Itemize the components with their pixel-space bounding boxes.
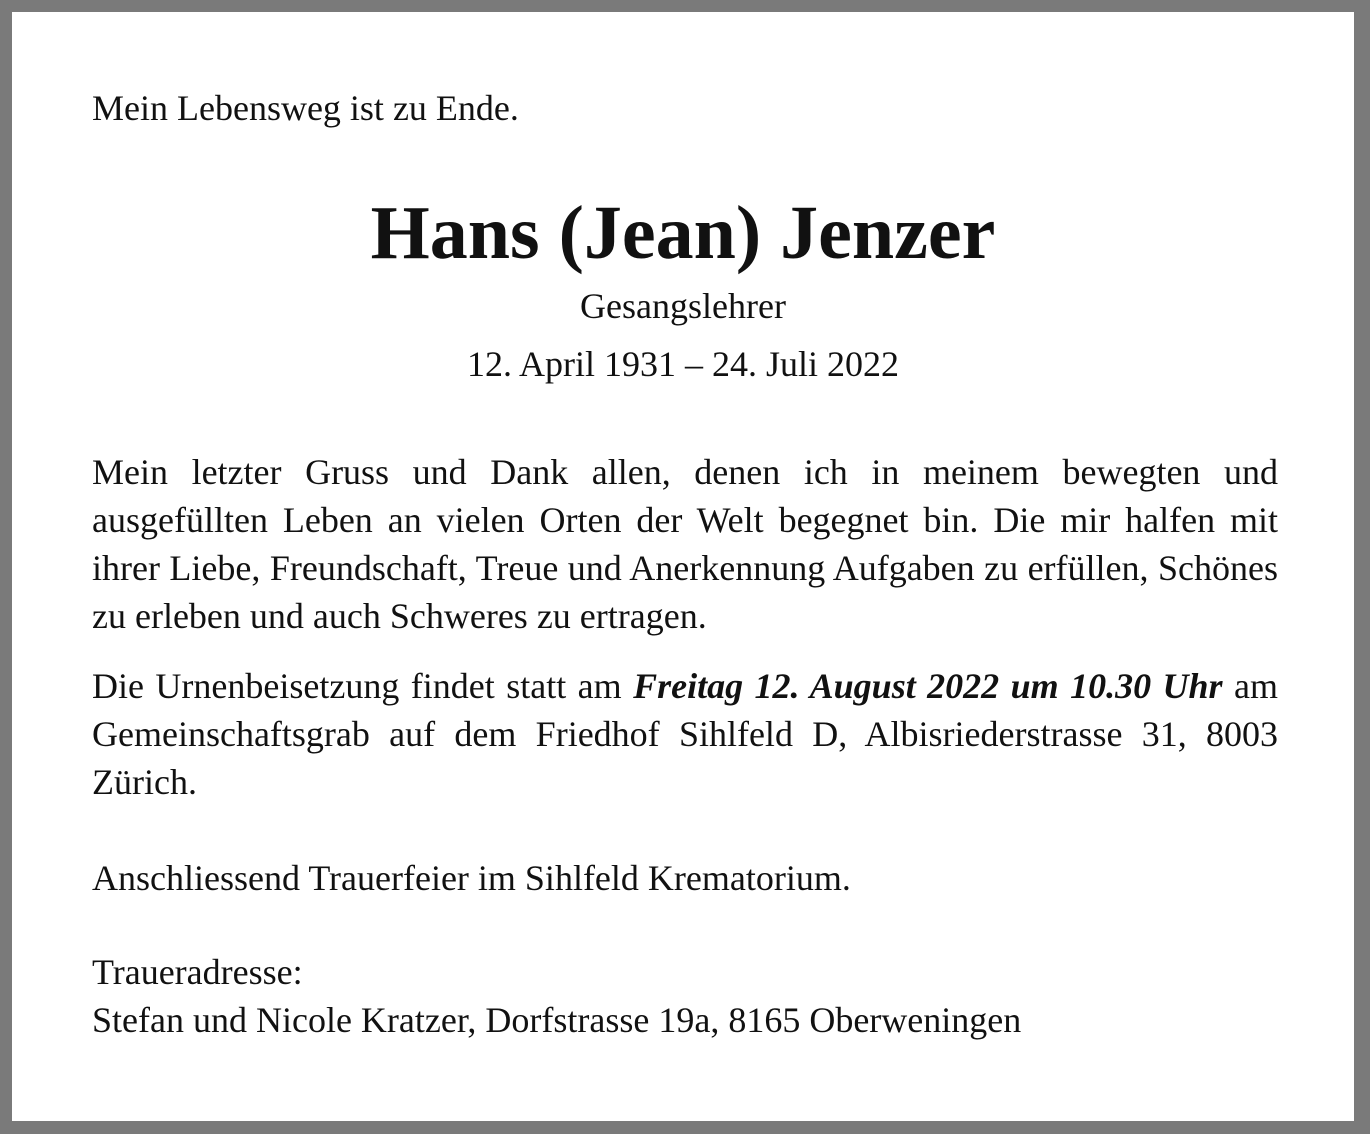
- obituary-page: [12, 12, 1354, 1121]
- life-dates: 12. April 1931 – 24. Juli 2022: [466, 344, 900, 384]
- burial-location: am Gemeinschaftsgrab auf dem Friedhof Sihlfeld D, Albisriederstrasse 31, 8003 Zürich.: [92, 666, 1278, 802]
- burial-datetime: Freitag 12. August 2022 um 10.30 Uhr: [633, 666, 1223, 706]
- deceased-name: Hans (Jean) Jenzer: [370, 191, 996, 275]
- mourning-address: Stefan und Nicole Kratzer, Dorfstrasse 19a, 8165 Oberweningen: [92, 1000, 1022, 1040]
- mourning-address-block: [92, 948, 1278, 1044]
- burial-lead: Die Urnenbeisetzung findet statt am: [92, 666, 634, 706]
- farewell-message: Mein letzter Gruss und Dank allen, denen ich in meinem bewegten und ausgefüllten Leben an vielen Orten der Welt begegnet bin. Die mir halfen mit ihrer Liebe, Freundschaft, Treue und Anerkennung Aufgaben zu erfüllen, Schönes zu erleben und auch Schweres zu ertragen.: [92, 452, 1278, 636]
- ceremony-notice: Anschliessend Trauerfeier im Sihlfeld Krematorium.: [92, 858, 851, 898]
- burial-notice: [92, 662, 1278, 806]
- mourning-address-label: Traueradresse:: [92, 952, 303, 992]
- profession: Gesangslehrer: [580, 286, 786, 326]
- intro-line: Mein Lebensweg ist zu Ende.: [92, 88, 519, 128]
